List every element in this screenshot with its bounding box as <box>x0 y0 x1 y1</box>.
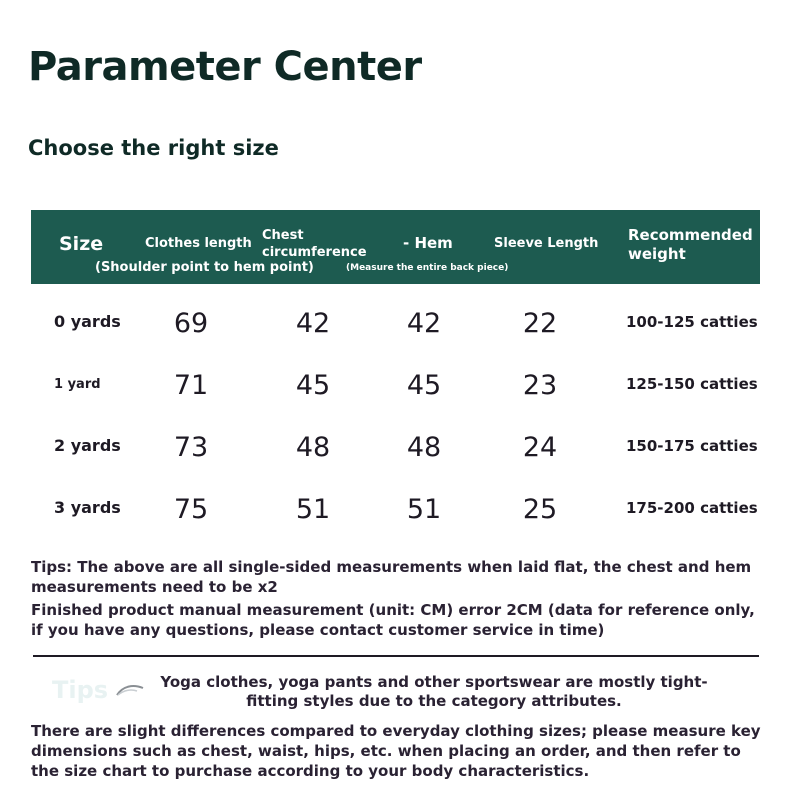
header-hem-sub: (Measure the entire back piece) <box>346 263 509 273</box>
header-recommended-line2: weight <box>628 245 686 263</box>
row-chest: 45 <box>295 370 331 401</box>
table-row <box>31 302 760 342</box>
header-recommended-line1: Recommended <box>628 226 753 244</box>
divider <box>33 655 759 657</box>
tips-watermark: Tips <box>52 676 109 704</box>
table-row <box>31 488 760 528</box>
row-hem: 45 <box>406 370 442 401</box>
header-chest-line2: circumference <box>262 245 367 260</box>
tips-measurement-error: Finished product manual measurement (unit: CM) error 2CM (data for reference only, if you have any questions, please contact customer service in time) <box>31 601 755 639</box>
header-hem: - Hem <box>403 234 453 252</box>
row-hem: 51 <box>406 494 442 525</box>
row-chest: 51 <box>295 494 331 525</box>
row-weight: 125-150 catties <box>626 375 758 393</box>
header-recommended-weight <box>628 226 753 264</box>
row-size: 0 yards <box>54 312 121 331</box>
header-size: Size <box>59 233 104 255</box>
header-clothes-length: Clothes length <box>145 236 252 251</box>
header-clothes-length-sub: (Shoulder point to hem point) <box>95 260 314 275</box>
tips-flat-measurement: Tips: The above are all single-sided measurements when laid flat, the chest and hem measurements need to be x2 <box>31 558 752 596</box>
row-length: 73 <box>173 432 209 463</box>
size-difference-note: There are slight differences compared to everyday clothing sizes; please measure key dimensions such as chest, waist, hips, etc. when placing an order, and then refer to the size chart to purchase according to your body characteristics. <box>31 722 761 780</box>
table-row <box>31 364 760 404</box>
table-row <box>31 426 760 466</box>
header-chest-line1: Chest <box>262 228 304 243</box>
row-weight: 175-200 catties <box>626 499 758 517</box>
row-weight: 150-175 catties <box>626 437 758 455</box>
swoosh-icon <box>115 682 145 698</box>
row-hem: 42 <box>406 308 442 339</box>
row-size: 2 yards <box>54 436 121 455</box>
row-chest: 48 <box>295 432 331 463</box>
yoga-fit-note: Yoga clothes, yoga pants and other sportswear are mostly tight-fitting styles due to the category attributes. <box>160 673 708 710</box>
row-sleeve: 24 <box>522 432 558 463</box>
size-table-header <box>31 210 760 284</box>
row-length: 75 <box>173 494 209 525</box>
row-weight: 100-125 catties <box>626 313 758 331</box>
row-hem: 48 <box>406 432 442 463</box>
row-size: 1 yard <box>54 377 101 392</box>
row-chest: 42 <box>295 308 331 339</box>
row-sleeve: 25 <box>522 494 558 525</box>
page-title: Parameter Center <box>28 44 422 90</box>
row-sleeve: 22 <box>522 308 558 339</box>
row-size: 3 yards <box>54 498 121 517</box>
row-length: 69 <box>173 308 209 339</box>
row-sleeve: 23 <box>522 370 558 401</box>
header-chest <box>262 227 367 261</box>
header-sleeve-length: Sleeve Length <box>494 236 599 251</box>
row-length: 71 <box>173 370 209 401</box>
page-subtitle: Choose the right size <box>28 136 279 160</box>
